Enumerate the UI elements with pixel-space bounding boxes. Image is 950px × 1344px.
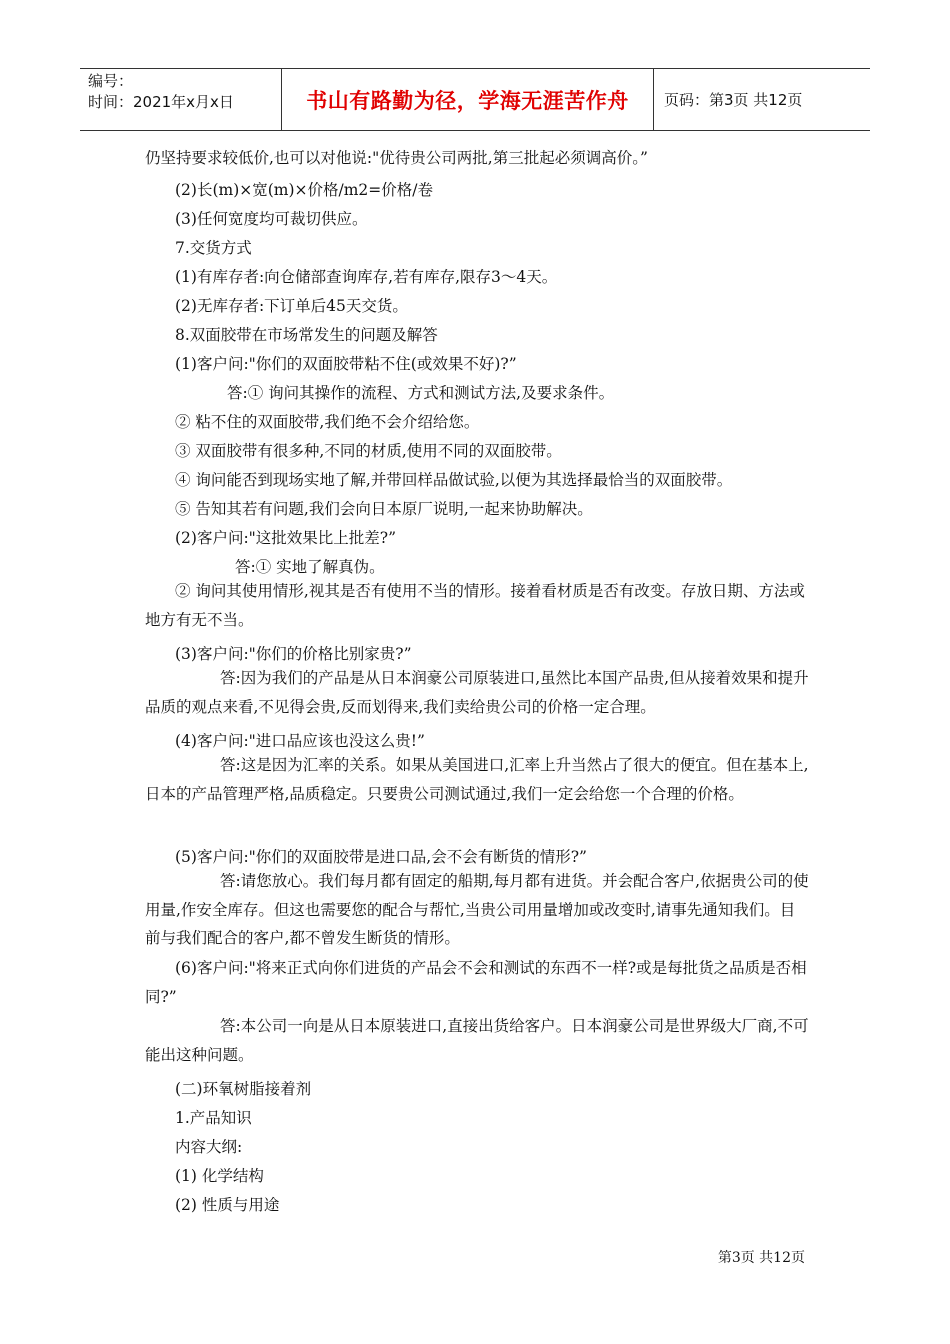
text-line: ③ 双面胶带有很多种,不同的材质,使用不同的双面胶带。: [175, 442, 562, 460]
list-item: (2) 性质与用途: [175, 1196, 280, 1214]
question-line: (2)客户问:"这批效果比上批差?”: [175, 529, 397, 547]
question-line: (1)客户问:"你们的双面胶带粘不住(或效果不好)?”: [175, 355, 517, 373]
section-heading: 8.双面胶带在市场常发生的问题及解答: [175, 326, 438, 344]
header-page-cell: [654, 69, 870, 130]
header-slogan-cell: [282, 69, 654, 130]
header-slogan: 书山有路勤为径，学海无涯苦作舟: [306, 88, 629, 113]
question-paragraph: (6)客户问:"将来正式向你们进货的产品会不会和测试的东西不一样?或是每批货之品质是否相同?”: [145, 959, 807, 1006]
section-heading: 1.产品知识: [175, 1109, 252, 1127]
text-line: (1)有库存者:向仓储部查询库存,若有库存,限存3～4天。: [175, 268, 558, 286]
section-heading: (二)环氧树脂接着剂: [175, 1080, 312, 1098]
time-label: 时间：2021年x月x日: [88, 93, 234, 111]
section-heading: 7.交货方式: [175, 239, 252, 257]
page-footer: 第3页 共12页: [717, 1250, 805, 1266]
question-line: (3)客户问:"你们的价格比别家贵?”: [175, 645, 412, 663]
text-line: ④ 询问能否到现场实地了解,并带回样品做试验,以便为其选择最恰当的双面胶带。: [175, 471, 733, 489]
paragraph: ② 询问其使用情形,视其是否有使用不当的情形。接着看材质是否有改变。存放日期、方法或地方有无不当。: [145, 582, 805, 629]
answer-paragraph: 答:这是因为汇率的关系。如果从美国进口,汇率上升当然占了很大的便宜。但在基本上,日本的产品管理严格,品质稳定。只要贵公司测试通过,我们一定会给您一个合理的价格。: [145, 756, 809, 803]
text-line: (3)任何宽度均可裁切供应。: [175, 210, 368, 228]
text-line: (2)长(m)×宽(m)×价格/m2=价格/卷: [175, 181, 434, 199]
header-meta: [80, 69, 282, 130]
answer-paragraph: 答:因为我们的产品是从日本润豪公司原装进口,虽然比本国产品贵,但从接着效果和提升品质的观点来看,不见得会贵,反而划得来,我们卖给贵公司的价格一定合理。: [145, 669, 809, 716]
text-line: ⑤ 告知其若有问题,我们会向日本原厂说明,一起来协助解决。: [175, 500, 593, 518]
answer-paragraph: 答:本公司一向是从日本原装进口,直接出货给客户。日本润豪公司是世界级大厂商,不可能出这种问题。: [145, 1017, 809, 1064]
answer-line: 答:① 询问其操作的流程、方式和测试方法,及要求条件。: [227, 384, 615, 402]
text-line: 仍坚持要求较低价,也可以对他说:"优待贵公司两批,第三批起必须调高价。”: [145, 149, 648, 167]
answer-paragraph: 答:请您放心。我们每月都有固定的船期,每月都有进货。并会配合客户,依据贵公司的使用量,作安全库存。但这也需要您的配合与帮忙,当贵公司用量增加或改变时,请事先通知我们。目前与我们配合的客户,都不曾发生断货的情形。: [145, 872, 809, 947]
list-item: (1) 化学结构: [175, 1167, 264, 1185]
header-page-label: 页码：第3页 共12页: [664, 91, 803, 109]
text-line: ② 粘不住的双面胶带,我们绝不会介绍给您。: [175, 413, 480, 431]
page-header: [80, 68, 870, 131]
number-label: 编号：: [88, 72, 134, 90]
answer-line: 答:① 实地了解真伪。: [235, 558, 385, 576]
question-line: (5)客户问:"你们的双面胶带是进口品,会不会有断货的情形?”: [175, 848, 587, 866]
question-line: (4)客户问:"进口品应该也没这么贵!”: [175, 732, 425, 750]
text-line: (2)无库存者:下订单后45天交货。: [175, 297, 408, 315]
text-line: 内容大纲:: [175, 1138, 243, 1156]
